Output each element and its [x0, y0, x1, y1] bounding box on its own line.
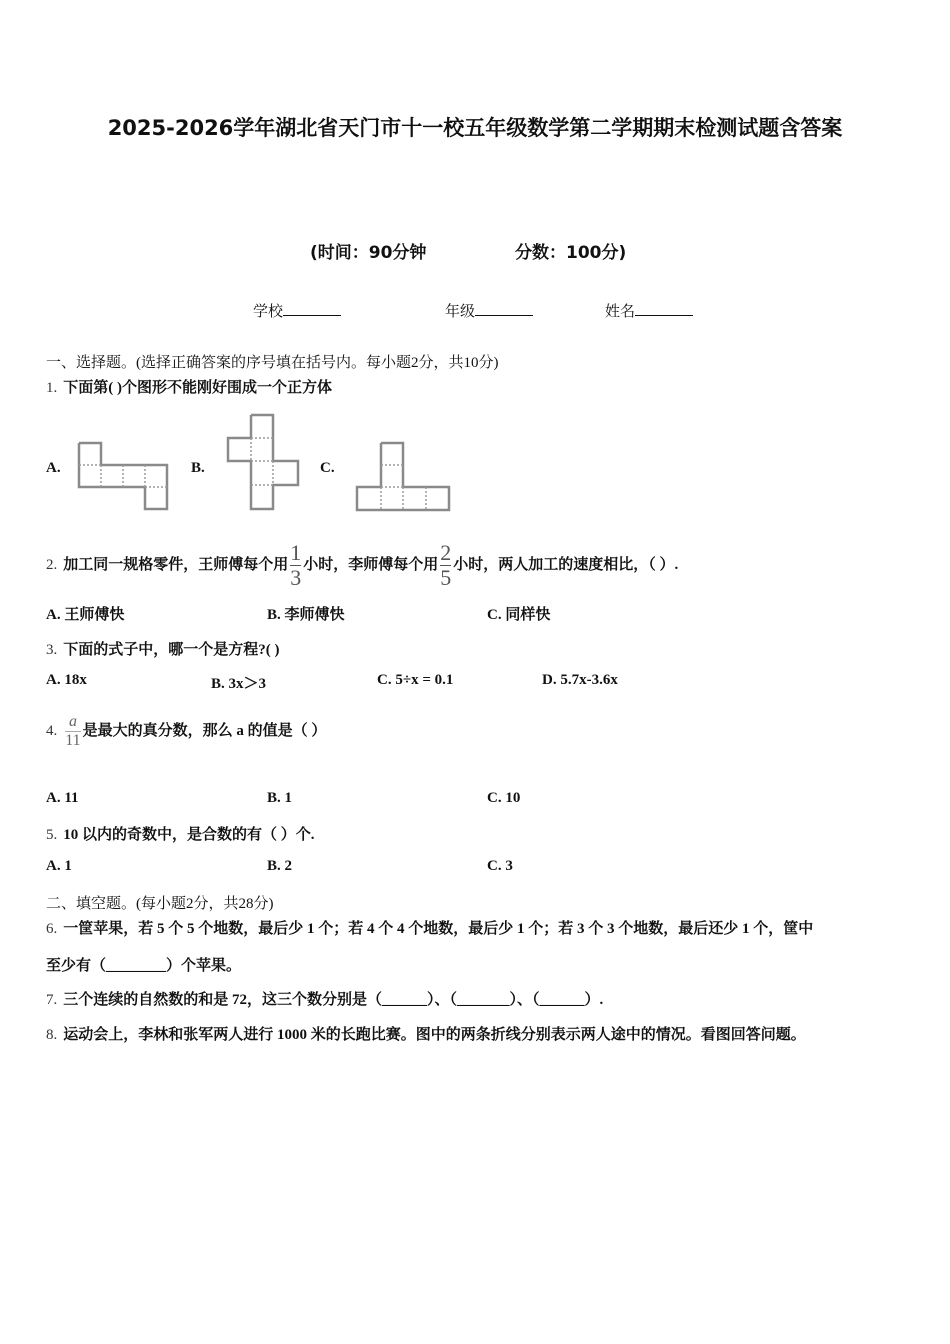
q5-option-b[interactable]	[267, 858, 292, 875]
field-school[interactable]	[253, 300, 341, 321]
fraction-denominator: 5	[440, 565, 452, 591]
option-label: A.	[46, 858, 61, 874]
option-label: C.	[487, 858, 502, 874]
exam-score: 分数：100分)	[515, 243, 627, 263]
fraction-numerator: 1	[290, 540, 302, 566]
fraction-denominator: 11	[65, 732, 81, 750]
fraction-denominator: 3	[290, 565, 302, 591]
question-number: 3.	[46, 642, 58, 658]
fraction-two-fifths	[440, 542, 451, 589]
q3-option-b[interactable]	[211, 672, 266, 693]
q2-option-a[interactable]	[46, 603, 124, 624]
option-label: B.	[267, 858, 281, 874]
q2-option-b[interactable]	[267, 603, 345, 624]
question-number: 4.	[46, 723, 58, 739]
question-6-line2[interactable]: 至少有（________）个苹果。	[46, 958, 242, 974]
question-6	[46, 917, 813, 938]
option-label: B.	[267, 607, 281, 623]
option-label: A.	[46, 790, 61, 806]
field-grade-blank[interactable]	[475, 301, 533, 316]
question-number: 6.	[46, 921, 58, 937]
q1-option-a-label[interactable]: A.	[46, 460, 61, 476]
q3-option-d[interactable]	[542, 672, 618, 689]
cube-net-c-figure	[352, 438, 454, 516]
question-number: 8.	[46, 1027, 58, 1043]
q4-option-c[interactable]	[487, 790, 520, 807]
option-text: 1	[284, 790, 293, 806]
question-text: 10 以内的奇数中，是合数的有（ ）个.	[63, 827, 315, 843]
fraction-numerator: a	[68, 713, 77, 731]
field-name-label: 姓名	[605, 302, 636, 320]
field-name[interactable]	[605, 300, 693, 321]
option-label: C.	[487, 790, 502, 806]
option-text: 同样快	[505, 607, 551, 623]
q3-option-a[interactable]	[46, 672, 87, 689]
option-text: 3x＞3	[228, 676, 267, 692]
question-text: 三个连续的自然数的和是 72，这三个数分别是（______）、（_______）、（______）.	[63, 992, 604, 1008]
option-label: B.	[211, 676, 225, 692]
question-1	[46, 376, 332, 397]
question-text: 运动会上，李林和张军两人进行 1000 米的长跑比赛。图中的两条折线分别表示两人途中的情况。看图回答问题。	[63, 1027, 806, 1043]
option-label: C.	[377, 672, 392, 688]
q4-option-b[interactable]	[267, 790, 292, 807]
question-4	[46, 706, 326, 756]
field-name-blank[interactable]	[635, 301, 693, 316]
question-5	[46, 823, 315, 844]
option-text: 10	[505, 790, 521, 806]
question-3	[46, 638, 280, 659]
document-title: 2025-2026学年湖北省天门市十一校五年级数学第二学期期末检测试题含答案	[107, 116, 843, 140]
fraction-numerator: 2	[440, 540, 452, 566]
option-text: 11	[64, 790, 79, 806]
option-text: 3	[505, 858, 513, 874]
option-text: 18x	[64, 672, 87, 688]
field-school-label: 学校	[253, 302, 284, 320]
q1-option-b-label[interactable]: B.	[191, 460, 205, 476]
q5-option-a[interactable]	[46, 858, 72, 875]
field-school-blank[interactable]	[283, 301, 341, 316]
option-label: A.	[46, 672, 61, 688]
option-text: 2	[284, 858, 293, 874]
option-text: 王师傅快	[64, 607, 125, 623]
q1-option-c-label[interactable]: C.	[320, 460, 335, 476]
question-text-line1: 一筐苹果，若 5 个 5 个地数，最后少 1 个；若 4 个 4 个地数，最后少 1 个；若 3 个 3 个地数，最后还少 1 个，筐中	[63, 921, 814, 937]
question-number: 5.	[46, 827, 58, 843]
question-2	[46, 538, 678, 592]
option-text: 李师傅快	[284, 607, 345, 623]
question-7[interactable]	[46, 988, 603, 1009]
option-text: 5.7x-3.6x	[560, 672, 618, 688]
question-text: 下面的式子中，哪一个是方程?( )	[63, 642, 280, 658]
option-label: D.	[542, 672, 557, 688]
option-text: 5÷x = 0.1	[395, 672, 454, 688]
q5-option-c[interactable]	[487, 858, 513, 875]
question-number: 7.	[46, 992, 58, 1008]
q2-option-c[interactable]	[487, 603, 550, 624]
option-text: 1	[64, 858, 72, 874]
option-label: A.	[46, 607, 61, 623]
section-heading-fill-in: 二、填空题。(每小题2分，共28分)	[46, 896, 274, 912]
question-number: 2.	[46, 557, 58, 573]
field-grade-label: 年级	[445, 302, 476, 320]
question-8	[46, 1023, 806, 1044]
question-text-part1: 加工同一规格零件，王师傅每个用	[63, 557, 289, 573]
option-label: C.	[487, 607, 502, 623]
question-text-part3: 小时，两人加工的速度相比，（ ）.	[453, 557, 679, 573]
option-label: B.	[267, 790, 281, 806]
question-text: 下面第( )个图形不能刚好围成一个正方体	[63, 380, 332, 396]
section-heading-choice: 一、选择题。(选择正确答案的序号填在括号内。每小题2分，共10分)	[46, 355, 499, 371]
exam-time: (时间：90分钟	[310, 243, 427, 263]
fraction-one-third	[290, 542, 301, 589]
field-grade[interactable]	[445, 300, 533, 321]
cube-net-a-figure	[74, 438, 174, 514]
cube-net-b-figure	[223, 410, 305, 514]
question-number: 1.	[46, 380, 58, 396]
fraction-a-over-11	[65, 714, 80, 749]
q4-option-a[interactable]	[46, 790, 79, 807]
question-text: 是最大的真分数，那么 a 的值是（ ）	[82, 723, 327, 739]
q3-option-c[interactable]	[377, 672, 453, 689]
question-text-part2: 小时，李师傅每个用	[303, 557, 439, 573]
